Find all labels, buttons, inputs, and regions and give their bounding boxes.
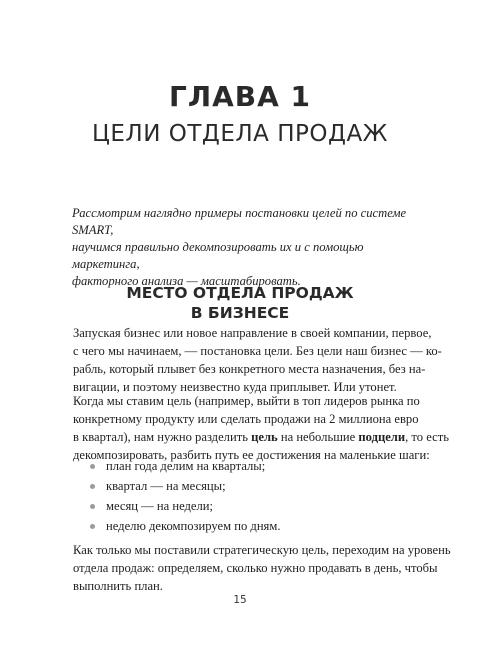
paragraph-line: выполнить план. xyxy=(73,579,163,593)
list-item-text: план года делим на кварталы; xyxy=(106,459,266,473)
chapter-title: ЦЕЛИ ОТДЕЛА ПРОДАЖ xyxy=(92,121,388,147)
chapter-intro xyxy=(72,205,418,290)
text-segment: в квартал), нам нужно разделить xyxy=(73,430,252,444)
list-item-text: неделю декомпозируем по дням. xyxy=(106,519,281,533)
section-heading-line: В БИЗНЕСЕ xyxy=(190,304,290,322)
chapter-label: ГЛАВА 1 xyxy=(168,80,311,113)
paragraph-3 xyxy=(73,541,451,595)
paragraph-1 xyxy=(73,324,442,396)
intro-line: научимся правильно декомпозировать их и с помощью маркетинга, xyxy=(72,240,364,271)
bullet-dot-icon xyxy=(90,504,95,509)
bold-term-subgoals: подцели xyxy=(358,430,406,444)
paragraph-line: Запуская бизнес или новое направление в своей компании, первое, xyxy=(73,326,432,340)
paragraph-line: с чего мы начинаем, — постановка цели. Без цели наш бизнес — ко- xyxy=(73,344,442,358)
list-item xyxy=(87,497,407,517)
list-item xyxy=(87,477,407,497)
paragraph-line: рабль, который плывет без конкретного места назначения, без на- xyxy=(73,362,426,376)
list-item xyxy=(87,457,407,477)
bullet-list xyxy=(87,457,407,537)
intro-line: факторного анализа — масштабировать. xyxy=(72,274,301,288)
bold-term-goal: цель xyxy=(251,430,278,444)
paragraph-line: декомпозировать, разбить путь ее достижения на маленькие шаги: xyxy=(73,448,430,462)
page-number: 15 xyxy=(233,594,247,606)
list-item-text: квартал — на месяцы; xyxy=(106,479,226,493)
paragraph-line xyxy=(73,428,449,446)
paragraph-line: конкретному продукту или сделать продажи на 2 миллиона евро xyxy=(73,412,419,426)
text-segment: , то есть xyxy=(405,430,449,444)
paragraph-line: вигации, и поэтому неизвестно куда приплывет. Или утонет. xyxy=(73,380,397,394)
bullet-dot-icon xyxy=(90,524,95,529)
text-segment: на небольшие xyxy=(277,430,359,444)
bullet-dot-icon xyxy=(90,464,95,469)
paragraph-line: Как только мы поставили стратегическую цель, переходим на уровень xyxy=(73,543,451,557)
paragraph-2 xyxy=(73,392,449,464)
paragraph-line: Когда мы ставим цель (например, выйти в топ лидеров рынка по xyxy=(73,394,420,408)
section-heading xyxy=(0,283,480,323)
bullet-dot-icon xyxy=(90,484,95,489)
list-item-text: месяц — на недели; xyxy=(106,499,214,513)
section-heading-line: МЕСТО ОТДЕЛА ПРОДАЖ xyxy=(126,284,354,302)
intro-line: Рассмотрим наглядно примеры постановки целей по системе SMART, xyxy=(72,206,407,237)
list-item xyxy=(87,517,407,537)
paragraph-line: отдела продаж: определяем, сколько нужно продавать в день, чтобы xyxy=(73,561,438,575)
